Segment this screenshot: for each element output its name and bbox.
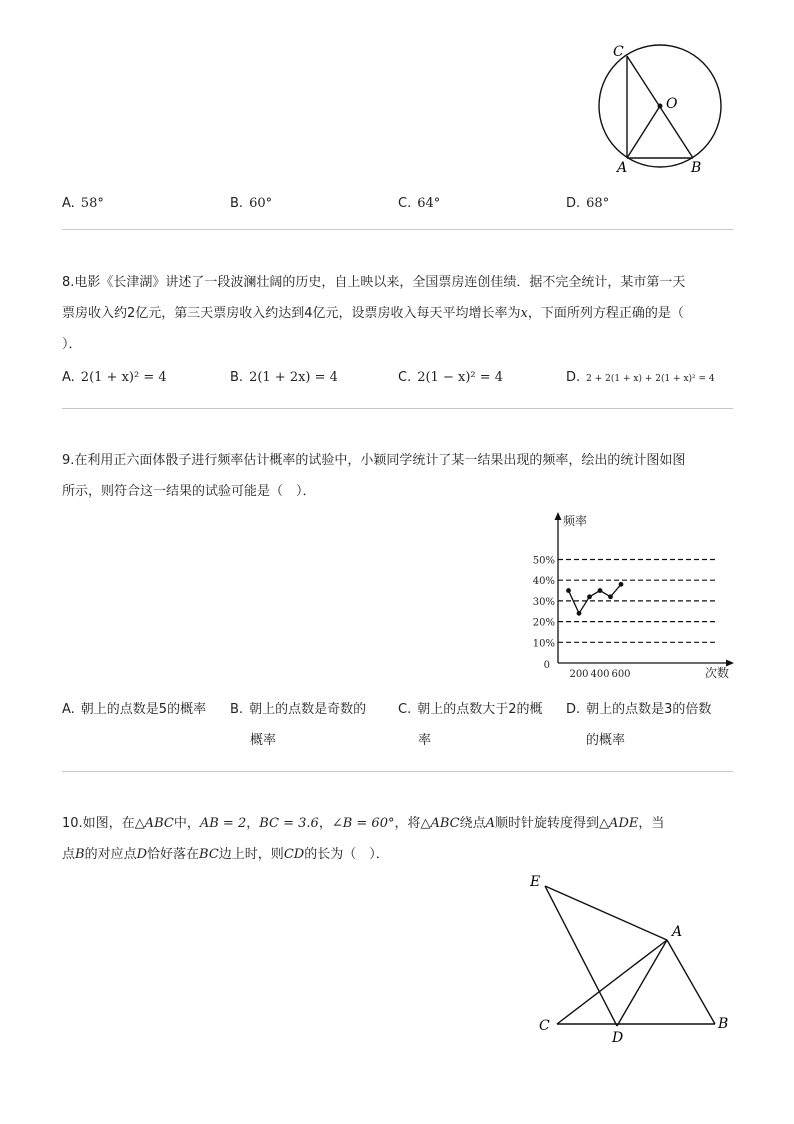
q7-circle-figure <box>590 36 740 181</box>
q8-stem-line1: 8.电影《长津湖》讲述了一段波澜壮阔的历史，自上映以来，全国票房连创佳绩．据不完全统计，某市第一天 <box>62 275 686 290</box>
segment-ab <box>667 940 715 1024</box>
q8-option-a[interactable]: A. 2(1 + x)² = 4 <box>62 370 167 385</box>
q8-stem-line3: ）． <box>62 337 82 352</box>
y-axis-arrow <box>555 512 562 520</box>
q9-option-b-line2: 概率 <box>250 733 277 748</box>
label-c: C <box>613 44 624 60</box>
q7-option-a[interactable]: A. 58° <box>62 196 104 211</box>
y-tick-label-10: 10% <box>532 638 555 650</box>
q8-option-b[interactable]: B. 2(1 + 2x) = 4 <box>230 370 338 385</box>
label-a: A <box>672 924 683 940</box>
y-tick-label-40: 40% <box>532 576 555 588</box>
y-tick-label-30: 30% <box>532 596 555 608</box>
label-e: E <box>530 874 541 890</box>
y-tick-label-20: 20% <box>532 617 555 629</box>
q9-option-a[interactable]: A. 朝上的点数是5的概率 <box>62 702 207 717</box>
q7-option-b[interactable]: B. 60° <box>230 196 273 211</box>
q10-rotation-figure <box>525 868 740 1048</box>
x-tick-label-200: 200 <box>569 669 589 680</box>
q9-stem-line1: 9.在利用正六面体骰子进行频率估计概率的试验中，小颖同学统计了某一结果出现的频率，绘出的统计图如图 <box>62 453 686 468</box>
segment-ad <box>617 940 667 1026</box>
divider-3 <box>62 771 733 772</box>
x-tick-label-400: 400 <box>590 669 610 680</box>
y-tick-label-50: 50% <box>532 555 555 567</box>
x-tick-label-600: 600 <box>611 669 631 680</box>
label-b: B <box>718 1016 729 1032</box>
q9-option-d-line2: 的概率 <box>586 733 626 748</box>
x-axis-title: 次数 <box>705 666 730 680</box>
label-d: D <box>612 1030 624 1046</box>
data-point-0 <box>566 588 571 593</box>
segment-ac <box>557 940 667 1024</box>
label-b: B <box>691 160 702 176</box>
label-o: O <box>666 96 678 112</box>
data-point-4 <box>608 594 613 599</box>
q9-stem-line2: 所示，则符合这一结果的试验可能是（ ）． <box>62 484 316 499</box>
q7-option-d[interactable]: D. 68° <box>566 196 610 211</box>
segment-ea <box>545 886 667 940</box>
divider-1 <box>62 229 733 230</box>
series-line-0 <box>569 584 622 613</box>
q9-option-b[interactable]: B. 朝上的点数是奇数的 <box>230 702 367 717</box>
data-point-5 <box>619 582 624 587</box>
q8-option-d[interactable]: D. 2 + 2(1 + x) + 2(1 + x)² = 4 <box>566 370 715 385</box>
data-point-3 <box>598 588 603 593</box>
q10-stem-line1: 10.如图，在△ABC中，AB = 2，BC = 3.6，∠B = 60°，将△ABC绕点A顺时针旋转度得到△ADE，当 <box>62 816 665 831</box>
origin-label: 0 <box>543 660 550 671</box>
q9-option-d[interactable]: D. 朝上的点数是3的倍数 <box>566 702 712 717</box>
q7-option-c[interactable]: C. 64° <box>398 196 441 211</box>
q8-option-c[interactable]: C. 2(1 − x)² = 4 <box>398 370 504 385</box>
label-c: C <box>539 1018 550 1034</box>
point-o <box>658 104 663 109</box>
frequency-line-chart <box>520 508 740 683</box>
q9-option-c[interactable]: C. 朝上的点数大于2的概 <box>398 702 543 717</box>
q10-stem-line2: 点B的对应点D恰好落在BC边上时，则CD的长为（ ）． <box>62 847 389 862</box>
segment-ao <box>627 106 660 158</box>
q8-stem-line2: 票房收入约2亿元，第三天票房收入约达到4亿元，设票房收入每天平均增长率为x，下面所列方程正确的是（ <box>62 306 684 321</box>
data-point-2 <box>587 594 592 599</box>
label-a: A <box>617 160 628 176</box>
q9-option-c-line2: 率 <box>418 733 432 748</box>
y-axis-title: 频率 <box>563 514 588 528</box>
data-point-1 <box>577 611 582 616</box>
divider-2 <box>62 408 733 409</box>
